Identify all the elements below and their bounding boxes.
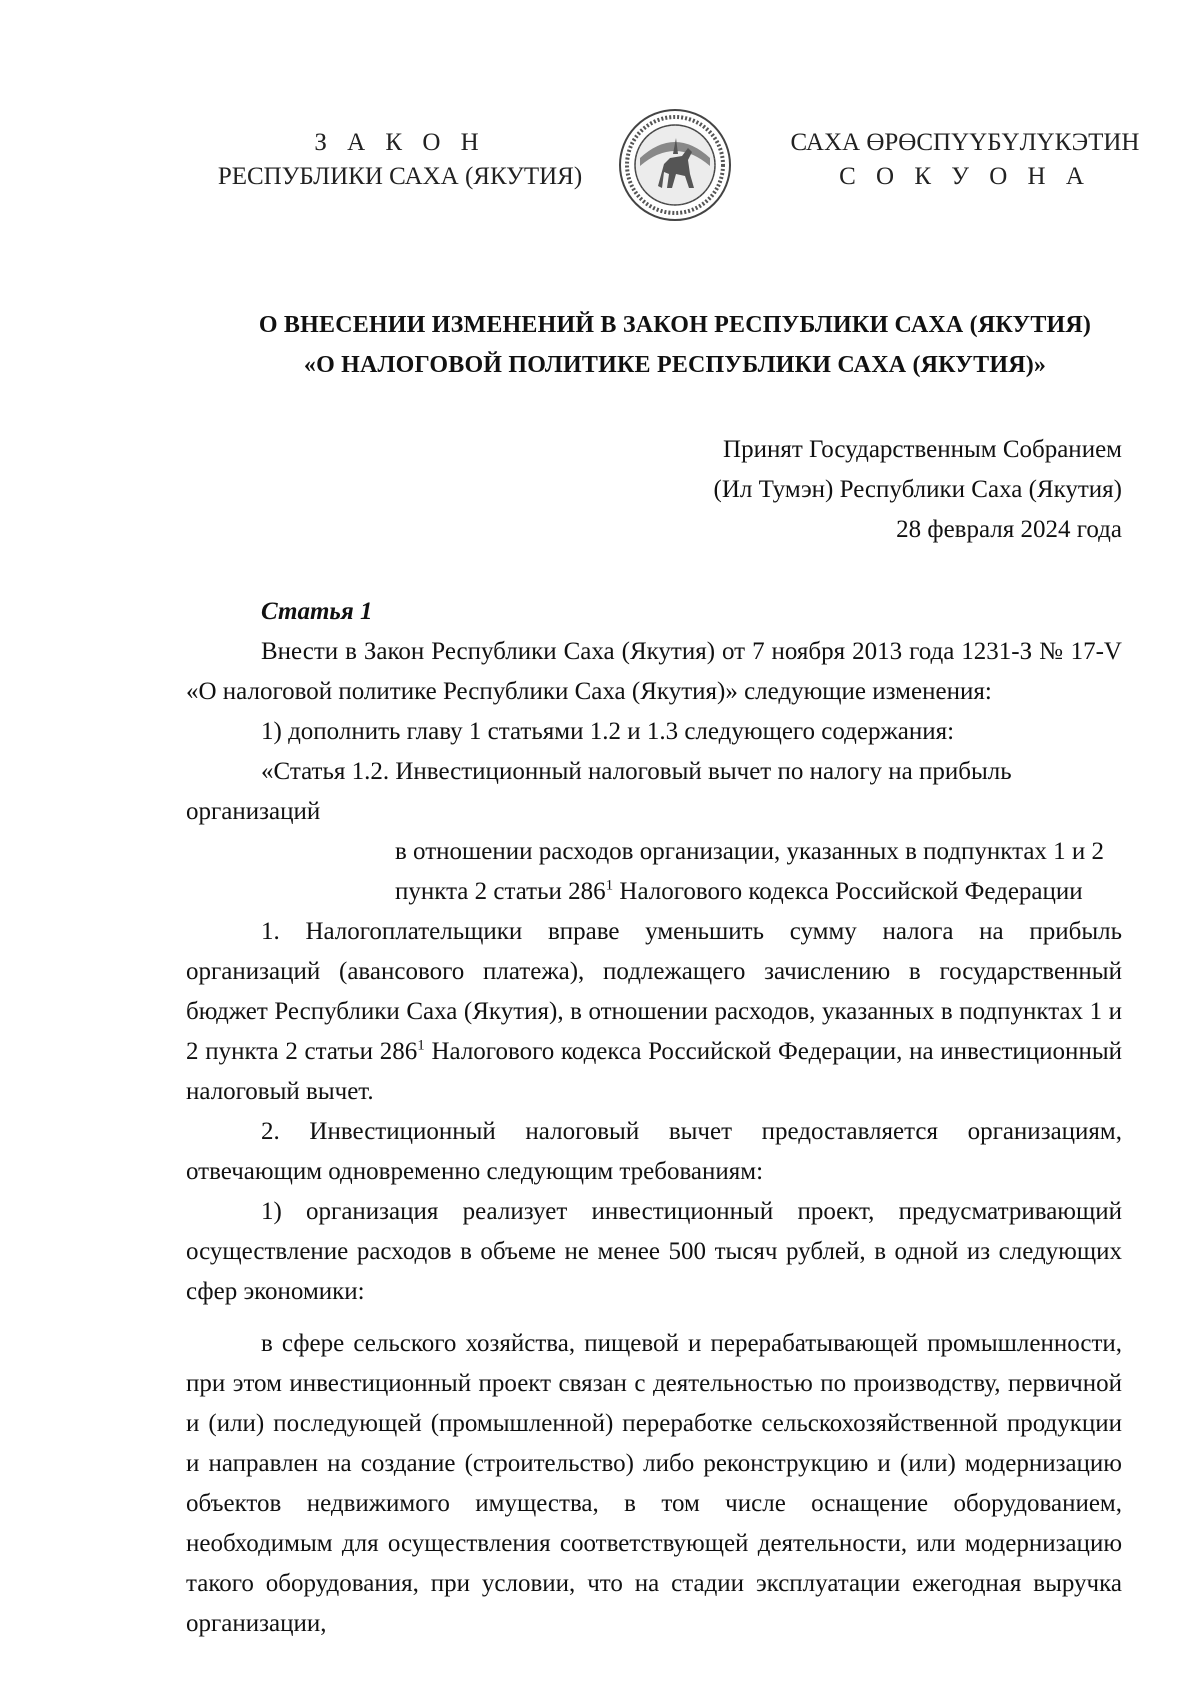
item-heading-line-3-rest: Налогового кодекса Российской Федерации bbox=[613, 878, 1083, 905]
superscript: 1 bbox=[605, 877, 614, 894]
item-heading-line-1: «Статья 1.2. Инвестиционный налоговый вычет по налогу на прибыль организаций bbox=[186, 758, 1012, 825]
adoption-date: 28 февраля 2024 года bbox=[896, 516, 1122, 543]
paragraph-1-rest: Налогового кодекса Российской Федерации, на инвестиционный налоговый вычет. bbox=[186, 1038, 1122, 1105]
superscript: 1 bbox=[417, 1037, 425, 1054]
coat-of-arms-emblem-icon bbox=[618, 108, 732, 222]
paragraph-3: 1) организация реализует инвестиционный проект, предусматривающий осуществление расходов в объеме не менее 500 тысяч рублей, в одной из следующих сфер экономики: bbox=[186, 1198, 1122, 1305]
title-line-2: «О НАЛОГОВОЙ ПОЛИТИКЕ РЕСПУБЛИКИ САХА (ЯКУТИЯ)» bbox=[303, 352, 1047, 378]
document-title bbox=[230, 305, 1120, 385]
item-heading-line-2: в отношении расходов организации, указанных в подпунктах 1 и 2 bbox=[395, 838, 1105, 865]
header-left bbox=[210, 126, 590, 194]
republic-name-sakha: САХА ӨРӨСПҮҮБҮЛҮКЭТИН bbox=[790, 129, 1140, 156]
adopted-by: Принят Государственным Собранием bbox=[723, 436, 1122, 463]
paragraph-1 bbox=[186, 912, 1122, 1112]
paragraph-1-text: 1. Налогоплательщики вправе уменьшить сумму налога на прибыль организаций (авансового платежа), подлежащего зачислению в государственный бюджет Республики Саха (Якутия), в отношении расходов, указанных в подпунктах 1 и 2 пункта 2 статьи 286 bbox=[186, 918, 1122, 1065]
law-word-sakha: С О К У О Н А bbox=[839, 163, 1091, 190]
article-1-2-heading bbox=[186, 752, 1122, 912]
article-intro: Внести в Закон Республики Саха (Якутия) от 7 ноября 2013 года 1231-З № 17-V «О налоговой политике Республики Саха (Якутия)» следующие изменения: bbox=[186, 638, 1122, 705]
item-heading-line-3 bbox=[186, 872, 1122, 912]
article-heading: Статья 1 bbox=[261, 598, 373, 625]
paragraph-2: 2. Инвестиционный налоговый вычет предоставляется организациям, отвечающим одновременно следующим требованиям: bbox=[186, 1118, 1122, 1185]
adoption-block bbox=[522, 430, 1122, 550]
adopted-body: (Ил Тумэн) Республики Саха (Якутия) bbox=[713, 476, 1122, 503]
law-word: З А К О Н bbox=[314, 129, 486, 156]
header-right bbox=[780, 126, 1150, 194]
spacer bbox=[186, 1312, 1122, 1324]
item-heading-line-3-text: пункта 2 статьи 286 bbox=[395, 878, 606, 905]
document-body bbox=[186, 592, 1122, 1644]
republic-name-ru: РЕСПУБЛИКИ САХА (ЯКУТИЯ) bbox=[217, 163, 583, 190]
point-1: 1) дополнить главу 1 статьями 1.2 и 1.3 следующего содержания: bbox=[261, 718, 955, 745]
title-line-1: О ВНЕСЕНИИ ИЗМЕНЕНИЙ В ЗАКОН РЕСПУБЛИКИ САХА (ЯКУТИЯ) bbox=[258, 312, 1092, 338]
paragraph-4: в сфере сельского хозяйства, пищевой и перерабатывающей промышленности, при этом инвестиционный проект связан с деятельностью по производству, первичной и (или) последующей (промышленной) переработке сельскохозяйственной продукции и направлен на создание (строительство) либо реконструкцию и (или) модернизацию объектов недвижимого имущества, в том числе оснащение оборудованием, необходимым для осуществления соответствующей деятельности, или модернизацию такого оборудования, при условии, что на стадии эксплуатации ежегодная выручка организации, bbox=[186, 1330, 1122, 1637]
